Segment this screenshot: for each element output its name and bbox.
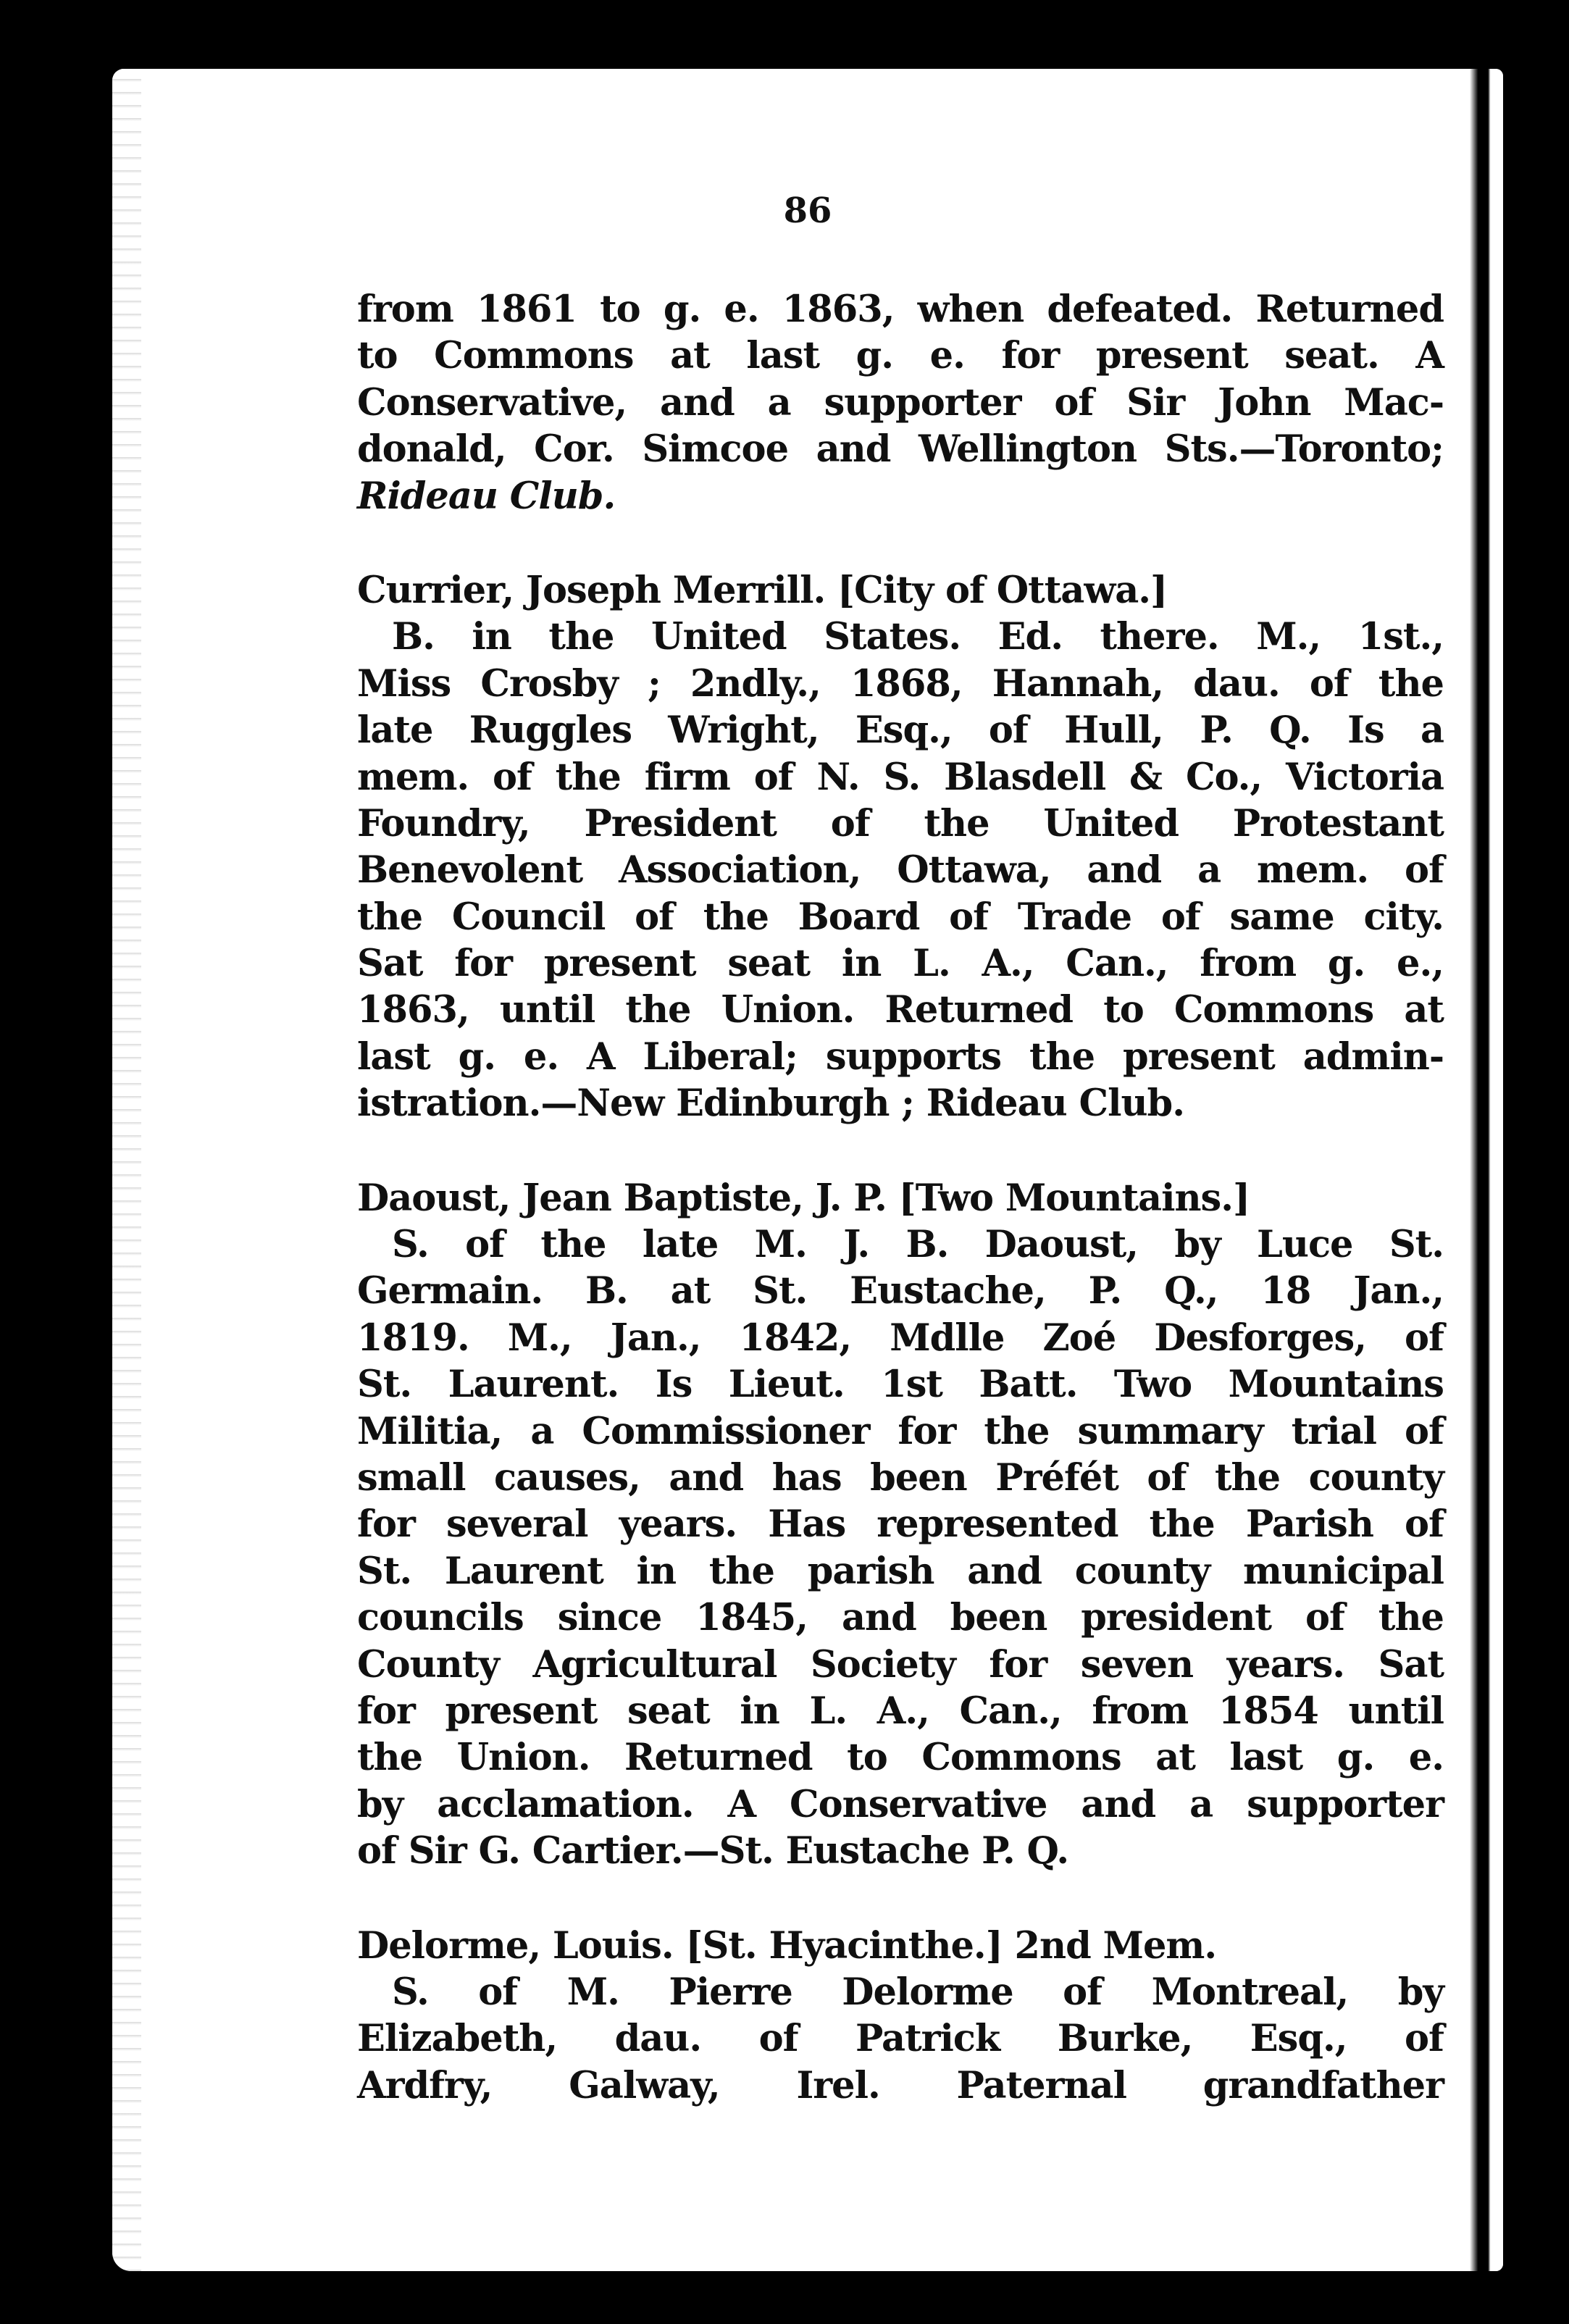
text-line: mem. of the firm of N. S. Blasdell & Co., Victoria xyxy=(357,755,1444,799)
entry-heading-currier: Currier, Joseph Merrill. [City of Ottawa.] xyxy=(357,568,1168,612)
text-line: Ardfry, Galway, Irel. Paternal grandfather xyxy=(357,2063,1444,2107)
text-line: last g. e. A Liberal; supports the present admin- xyxy=(357,1034,1444,1079)
text-line: Miss Crosby ; 2ndly., 1868, Hannah, dau. of the xyxy=(357,661,1444,706)
text-line: of Sir G. Cartier.—St. Eustache P. Q. xyxy=(357,1829,1069,1873)
text-line: from 1861 to g. e. 1863, when defeated. Returned xyxy=(357,288,1444,331)
text-line: to Commons at last g. e. for present seat. A xyxy=(357,334,1444,378)
page-spine-shadow xyxy=(1470,69,1503,2271)
text-line: Elizabeth, dau. of Patrick Burke, Esq., of xyxy=(357,2017,1444,2061)
text-line: Germain. B. at St. Eustache, P. Q., 18 Jan., xyxy=(357,1269,1444,1313)
text-line: Conservative, and a supporter of Sir John Mac- xyxy=(357,380,1444,425)
text-line: 1863, until the Union. Returned to Commons at xyxy=(357,988,1444,1032)
text-line: Militia, a Commissioner for the summary trial of xyxy=(357,1409,1444,1453)
text-line: County Agricultural Society for seven years. Sat xyxy=(357,1642,1444,1686)
text-line: Rideau Club. xyxy=(357,474,616,518)
text-line: Benevolent Association, Ottawa, and a mem. of xyxy=(357,848,1444,893)
paragraph-gap xyxy=(357,1875,1444,1923)
entry-heading-delorme: Delorme, Louis. [St. Hyacinthe.] 2nd Mem. xyxy=(357,1923,1217,1968)
text-line: donald, Cor. Simcoe and Wellington Sts.—Toronto; xyxy=(357,427,1444,472)
entry-heading-daoust: Daoust, Jean Baptiste, J. P. [Two Mountains.] xyxy=(357,1176,1250,1220)
text-line: St. Laurent. Is Lieut. 1st Batt. Two Mountains xyxy=(357,1363,1444,1407)
text-line: B. in the United States. Ed. there. M., 1st., xyxy=(392,615,1444,659)
page-number: 86 xyxy=(783,191,832,231)
text-line: the Union. Returned to Commons at last g. e. xyxy=(357,1736,1444,1780)
text-line: late Ruggles Wright, Esq., of Hull, P. Q. Is a xyxy=(357,709,1444,753)
text-line: istration.—New Edinburgh ; Rideau Club. xyxy=(357,1082,1184,1126)
text-line: Foundry, President of the United Protestant xyxy=(357,801,1444,845)
text-line: Sat for present seat in L. A., Can., from g. e., xyxy=(357,942,1444,986)
text-line: by acclamation. A Conservative and a supporter xyxy=(357,1782,1444,1826)
book-page xyxy=(112,69,1503,2271)
text-line: for present seat in L. A., Can., from 1854 until xyxy=(357,1689,1444,1733)
text-line: for several years. Has represented the Parish of xyxy=(357,1502,1444,1547)
text-line: the Council of the Board of Trade of same city. xyxy=(357,895,1444,939)
text-line: councils since 1845, and been president of the xyxy=(357,1596,1444,1640)
page-text xyxy=(357,286,1444,2109)
text-line: small causes, and has been Préfét of the county xyxy=(357,1455,1444,1500)
text-line: St. Laurent in the parish and county municipal xyxy=(357,1549,1444,1593)
text-line: S. of M. Pierre Delorme of Montreal, by xyxy=(392,1970,1444,2014)
text-line: 1819. M., Jan., 1842, Mdlle Zoé Desforges, of xyxy=(357,1316,1444,1360)
text-line: S. of the late M. J. B. Daoust, by Luce St. xyxy=(392,1223,1444,1267)
page-left-edge xyxy=(112,69,141,2271)
paragraph-gap xyxy=(357,519,1444,567)
paragraph-gap xyxy=(357,1127,1444,1175)
